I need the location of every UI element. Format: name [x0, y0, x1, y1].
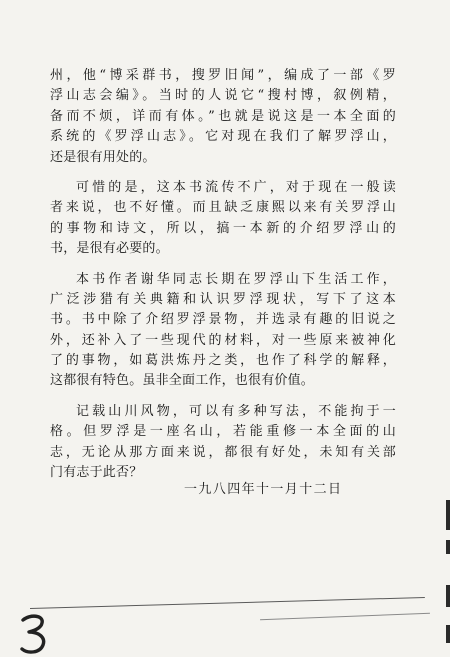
scan-edge-mark [446, 625, 450, 643]
scan-edge-mark [446, 540, 450, 554]
text-line: 格。但罗浮是一座名山，若能重修一本全面的山 [50, 424, 396, 440]
handwritten-page-number-3 [22, 616, 44, 652]
text-line: 书。书中除了介绍罗浮景物，并选录有趣的旧说之 [50, 312, 396, 328]
scan-edge-mark [446, 500, 450, 530]
paragraph-1 [50, 66, 396, 168]
text-line: 门有志于此否？ [50, 465, 143, 481]
text-line: 志，无论从那方面来说，都很有好处，未知有关部 [50, 444, 396, 460]
text-line: 本书作者谢华同志长期在罗浮山下生活工作， [76, 271, 396, 287]
body-text [50, 66, 396, 483]
text-line: 这都很有特色。虽非全面工作，也很有价值。 [50, 373, 315, 389]
paragraph-2 [50, 178, 396, 260]
text-line: 了的事物，如葛洪炼丹之类，也作了科学的解释， [50, 353, 396, 369]
text-line: 外，还补入了一些现代的材料，对一些原来被神化 [50, 332, 396, 348]
text-line: 记载山川风物，可以有多种写法，不能拘于一 [76, 403, 396, 419]
divider-line [260, 613, 430, 621]
text-line: 者来说，也不好懂。而且缺乏康熙以来有关罗浮山 [50, 200, 396, 216]
text-line: 浮山志会编》。当时的人说它“搜村博，叙例精， [50, 88, 396, 104]
text-line: 系统的《罗浮山志》。它对现在我们了解罗浮山， [50, 129, 396, 145]
divider-line [30, 597, 425, 609]
scan-edge-mark [446, 585, 450, 607]
text-line: 广泛涉猎有关典籍和认识罗浮现状，写下了这本 [50, 291, 396, 307]
paragraph-4 [50, 402, 396, 484]
text-line: 的事物和诗文，所以，搞一本新的介绍罗浮山的 [50, 220, 396, 236]
document-date: 一九八四年十一月十二日 [184, 482, 343, 497]
text-line: 可惜的是，这本书流传不广，对于现在一般读 [76, 179, 396, 195]
text-line: 书，是很有必要的。 [50, 241, 169, 257]
text-line: 备而不烦，详而有体。”也就是说这是一本全面的 [50, 108, 396, 124]
text-line: 州，他“博采群书，搜罗旧闻”，编成了一部《罗 [50, 68, 396, 83]
paragraph-3 [50, 270, 396, 392]
page-number [16, 612, 52, 656]
text-line: 还是很有用处的。 [50, 149, 156, 165]
